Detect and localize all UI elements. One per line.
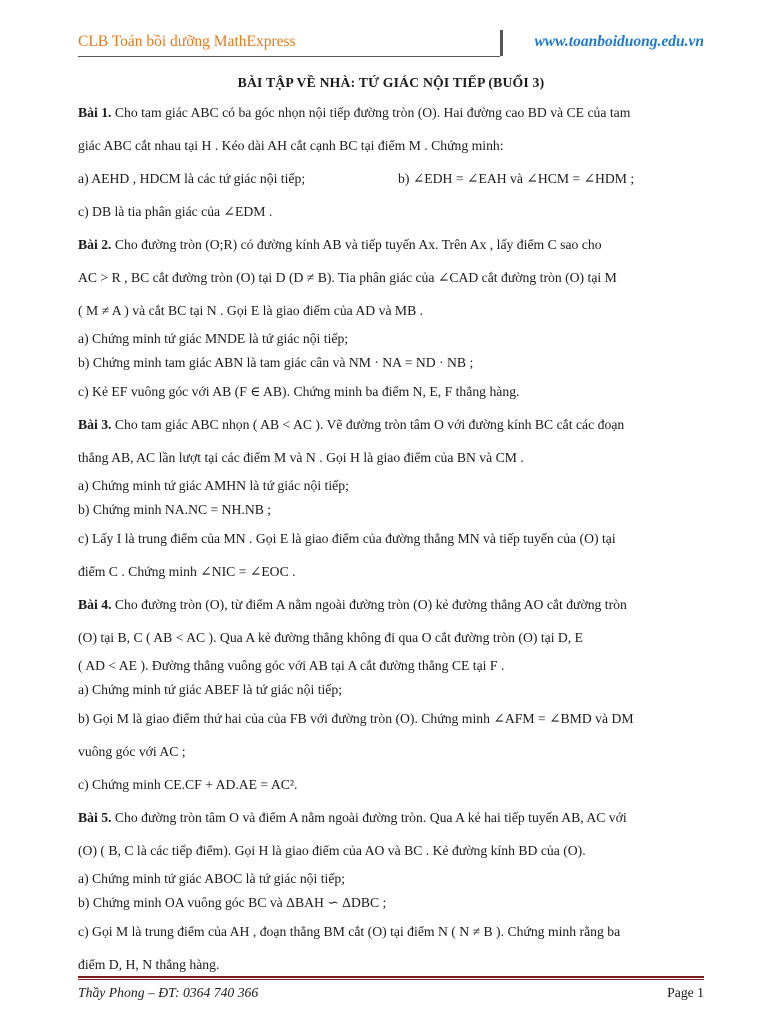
exercise-label: Bài 4. [78,597,112,612]
exercise-line: Cho đường tròn tâm O và điểm A nằm ngoài đường tròn. Qua A kẻ hai tiếp tuyến AB, AC với [114,810,627,825]
page-number: Page 1 [667,985,704,1000]
part-b: b) Chứng minh OA vuông góc BC và ΔBAH ∽ ΔDBC ; [78,895,387,910]
footer-teacher: Thầy Phong – ĐT: 0364 740 366 [78,985,259,1000]
part-c: c) DB là tia phân giác của ∠EDM . [78,204,273,219]
exercise-label: Bài 5. [78,810,112,825]
part-a: a) Chứng minh tứ giác AMHN là tứ giác nội tiếp; [78,478,349,493]
part-b: b) ∠EDH = ∠EAH và ∠HCM = ∠HDM ; [398,171,635,186]
exercise-line: giác ABC cắt nhau tại H . Kéo dài AH cắt cạnh BC tại điểm M . Chứng minh: [78,138,504,153]
footer-rule-thin [78,979,704,980]
exercise-text [78,801,704,834]
exercise-3 [78,408,704,588]
website-link[interactable]: www.toanboiduong.edu.vn [534,33,704,50]
exercise-line: thẳng AB, AC lần lượt tại các điểm M và N . Gọi H là giao điểm của BN và CM . [78,450,524,465]
exercise-text [78,96,704,129]
part-a: a) Chứng minh tứ giác ABEF là tứ giác nội tiếp; [78,682,343,697]
part-b: b) Chứng minh NA.NC = NH.NB ; [78,502,272,517]
page-title: BÀI TẬP VỀ NHÀ: TỨ GIÁC NỘI TIẾP (BUỔI 3) [237,75,545,90]
part-b: b) Chứng minh tam giác ABN là tam giác cân và NM · NA = ND · NB ; [78,355,474,370]
part-c: c) Chứng minh CE.CF + AD.AE = AC². [78,777,298,792]
part-a: a) AEHD , HDCM là các tứ giác nội tiếp; [78,171,306,186]
exercise-label: Bài 1. [78,105,112,120]
part-c: c) Lấy I là trung điểm của MN . Gọi E là giao điểm của đường thẳng MN và tiếp tuyến của (O) tại [78,531,616,546]
exercise-line: (O) ( B, C là các tiếp điểm). Gọi H là giao điểm của AO và BC . Kẻ đường kính BD của (O). [78,843,586,858]
page-header [78,30,704,56]
exercise-text [78,228,704,261]
exercise-2 [78,228,704,408]
document-body [78,75,704,981]
exercise-line: Cho tam giác ABC có ba góc nhọn nội tiếp đường tròn (O). Hai đường cao BD và CE của tam [114,105,631,120]
exercise-4 [78,588,704,801]
exercise-line: Cho đường tròn (O;R) có đường kính AB và tiếp tuyến Ax. Trên Ax , lấy điểm C sao cho [114,237,602,252]
header-divider [500,30,503,56]
part-c: c) Gọi M là trung điểm của AH , đoạn thẳng BM cắt (O) tại điểm N ( N ≠ B ). Chứng minh rằng ba [78,924,621,939]
exercise-line: Cho đường tròn (O), từ điểm A nằm ngoài đường tròn (O) kẻ đường thẳng AO cắt đường tròn [114,597,627,612]
exercise-line: ( M ≠ A ) và cắt BC tại N . Gọi E là giao điểm của AD và MB . [78,303,424,318]
exercise-text [78,588,704,621]
part-b-continued: vuông góc với AC ; [78,744,186,759]
exercise-1 [78,96,704,228]
exercise-label: Bài 2. [78,237,112,252]
exercise-text [78,408,704,441]
part-c: c) Kẻ EF vuông góc với AB (F ∈ AB). Chứng minh ba điểm N, E, F thẳng hàng. [78,384,520,399]
part-c-continued: điểm D, H, N thẳng hàng. [78,957,220,972]
part-c-continued: điểm C . Chứng minh ∠NIC = ∠EOC . [78,564,296,579]
header-rule [78,56,500,57]
footer-rule [78,976,704,978]
part-a: a) Chứng minh tứ giác MNDE là tứ giác nội tiếp; [78,331,349,346]
part-b: b) Gọi M là giao điểm thứ hai của của FB với đường tròn (O). Chứng minh ∠AFM = ∠BMD và DM [78,711,634,726]
part-a: a) Chứng minh tứ giác ABOC là tứ giác nội tiếp; [78,871,346,886]
exercise-line: Cho tam giác ABC nhọn ( AB < AC ). Vẽ đường tròn tâm O với đường kính BC cắt các đoạn [114,417,625,432]
exercise-line: (O) tại B, C ( AB < AC ). Qua A kẻ đường thẳng không đi qua O cắt đường tròn (O) tại D, E [78,630,584,645]
exercise-parts-ab [78,162,704,195]
exercise-5 [78,801,704,981]
exercise-line: ( AD < AE ). Đường thẳng vuông góc với AB tại A cắt đường thẳng CE tại F . [78,658,505,673]
exercise-line: AC > R , BC cắt đường tròn (O) tại D (D ≠ B). Tia phân giác của ∠CAD cắt đường tròn (O) tại M [78,270,617,285]
exercise-label: Bài 3. [78,417,112,432]
club-name: CLB Toán bồi dưỡng MathExpress [78,33,296,50]
